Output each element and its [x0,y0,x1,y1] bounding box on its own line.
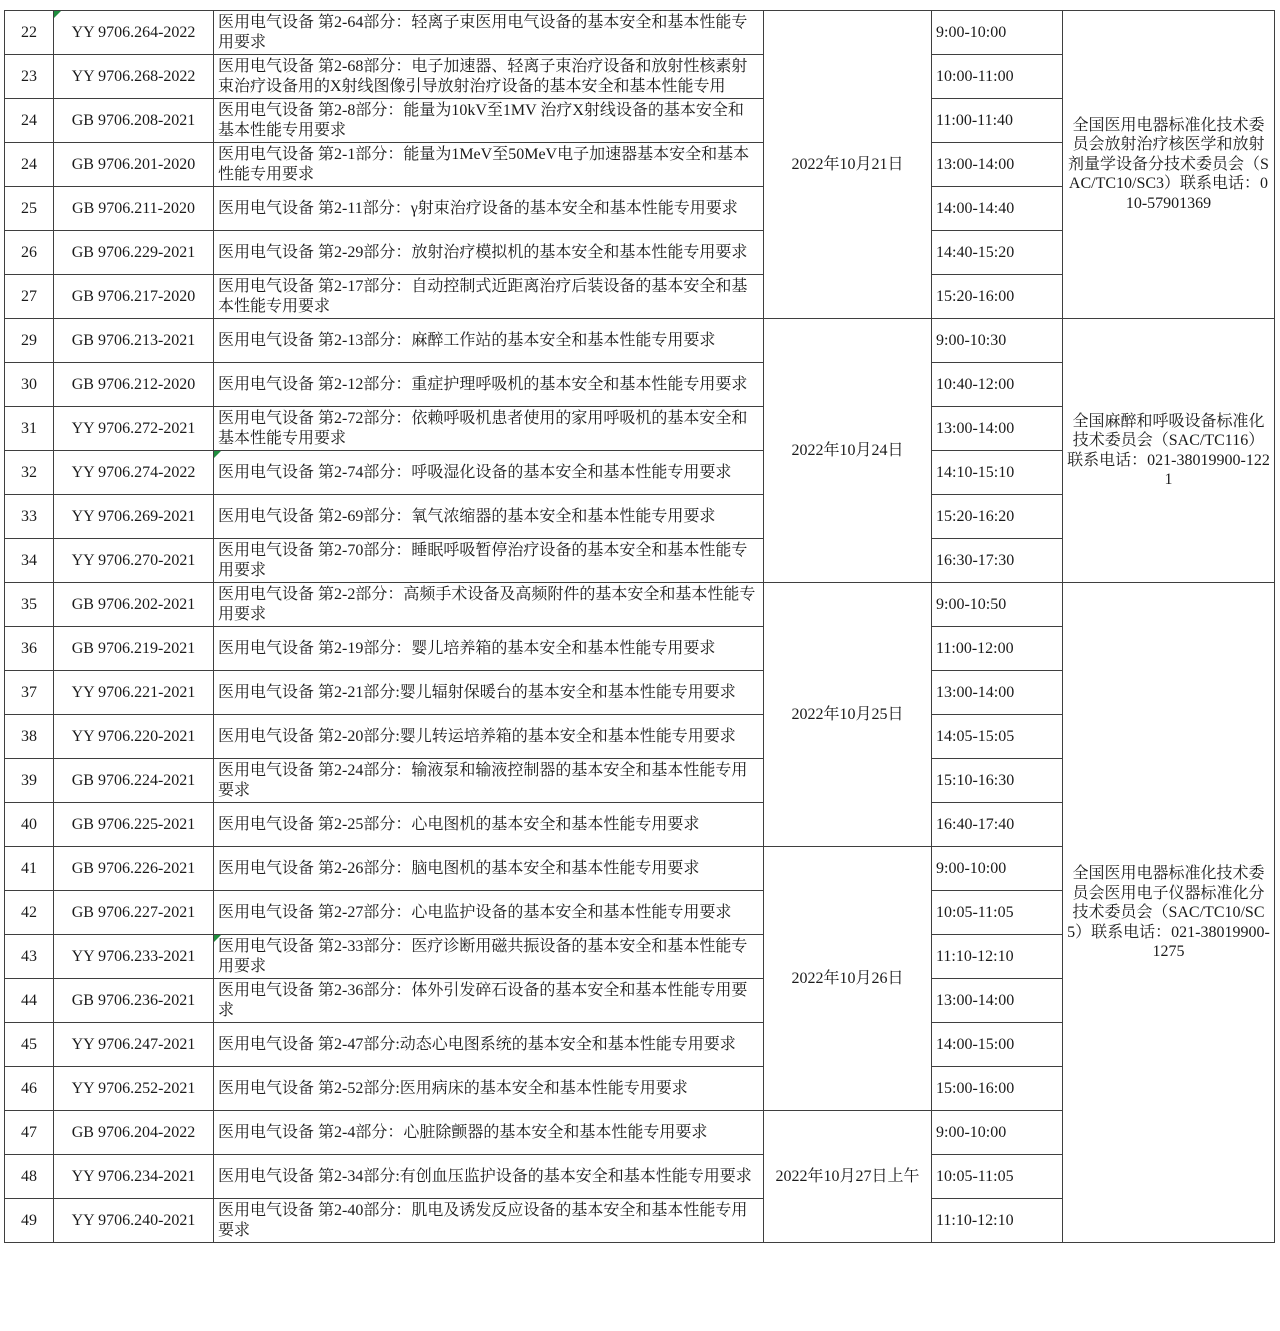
time-cell: 9:00-10:00 [932,1111,1063,1155]
time-cell: 11:10-12:10 [932,935,1063,979]
standard-title-cell: 医用电气设备 第2-11部分：γ射束治疗设备的基本安全和基本性能专用要求 [214,187,764,231]
row-number-cell: 22 [5,11,54,55]
standard-code-cell: GB 9706.219-2021 [54,627,214,671]
date-cell: 2022年10月21日 [764,11,932,319]
time-cell: 11:00-11:40 [932,99,1063,143]
standard-code-cell: GB 9706.226-2021 [54,847,214,891]
row-number-cell: 25 [5,187,54,231]
standard-title-cell: 医用电气设备 第2-20部分:婴儿转运培养箱的基本安全和基本性能专用要求 [214,715,764,759]
time-cell: 15:10-16:30 [932,759,1063,803]
row-number-cell: 29 [5,319,54,363]
row-number-cell: 34 [5,539,54,583]
time-cell: 14:10-15:10 [932,451,1063,495]
row-number-cell: 31 [5,407,54,451]
date-cell: 2022年10月24日 [764,319,932,583]
standard-code-cell: YY 9706.247-2021 [54,1023,214,1067]
standard-title-cell: 医用电气设备 第2-12部分：重症护理呼吸机的基本安全和基本性能专用要求 [214,363,764,407]
row-number-cell: 30 [5,363,54,407]
standard-code-cell: GB 9706.217-2020 [54,275,214,319]
time-cell: 10:40-12:00 [932,363,1063,407]
standard-title-cell: 医用电气设备 第2-47部分:动态心电图系统的基本安全和基本性能专用要求 [214,1023,764,1067]
row-number-cell: 41 [5,847,54,891]
standards-schedule-table [4,10,1275,1243]
time-cell: 13:00-14:00 [932,407,1063,451]
standard-title-cell: 医用电气设备 第2-52部分:医用病床的基本安全和基本性能专用要求 [214,1067,764,1111]
standard-code-cell: GB 9706.225-2021 [54,803,214,847]
table-row [5,11,1275,55]
time-cell: 11:00-12:00 [932,627,1063,671]
time-cell: 14:00-14:40 [932,187,1063,231]
time-cell: 9:00-10:00 [932,11,1063,55]
standard-title-cell: 医用电气设备 第2-69部分：氧气浓缩器的基本安全和基本性能专用要求 [214,495,764,539]
standard-title-cell: 医用电气设备 第2-17部分：自动控制式近距离治疗后装设备的基本安全和基本性能专用要求 [214,275,764,319]
row-number-cell: 42 [5,891,54,935]
schedule-tbody [5,11,1275,1243]
time-cell: 13:00-14:00 [932,143,1063,187]
standard-title-cell: 医用电气设备 第2-21部分:婴儿辐射保暖台的基本安全和基本性能专用要求 [214,671,764,715]
time-cell: 10:05-11:05 [932,1155,1063,1199]
row-number-cell: 33 [5,495,54,539]
time-cell: 15:20-16:00 [932,275,1063,319]
time-cell: 11:10-12:10 [932,1199,1063,1243]
standard-code-cell: GB 9706.213-2021 [54,319,214,363]
row-number-cell: 45 [5,1023,54,1067]
row-number-cell: 23 [5,55,54,99]
standard-title-cell: 医用电气设备 第2-72部分：依赖呼吸机患者使用的家用呼吸机的基本安全和基本性能专用要求 [214,407,764,451]
row-number-cell: 49 [5,1199,54,1243]
standard-code-cell: YY 9706.272-2021 [54,407,214,451]
standard-title-cell: 医用电气设备 第2-13部分：麻醉工作站的基本安全和基本性能专用要求 [214,319,764,363]
table-row [5,319,1275,363]
row-number-cell: 46 [5,1067,54,1111]
time-cell: 15:00-16:00 [932,1067,1063,1111]
row-number-cell: 26 [5,231,54,275]
time-cell: 14:05-15:05 [932,715,1063,759]
row-number-cell: 36 [5,627,54,671]
standard-code-cell: GB 9706.202-2021 [54,583,214,627]
standard-title-cell: 医用电气设备 第2-34部分:有创血压监护设备的基本安全和基本性能专用要求 [214,1155,764,1199]
time-cell: 13:00-14:00 [932,671,1063,715]
standard-title-cell: 医用电气设备 第2-8部分：能量为10kV至1MV 治疗X射线设备的基本安全和基本性能专用要求 [214,99,764,143]
contact-cell: 全国麻醉和呼吸设备标准化技术委员会（SAC/TC116）联系电话：021-38019900-1221 [1063,319,1275,583]
standard-code-cell: GB 9706.204-2022 [54,1111,214,1155]
standard-title-cell: 医用电气设备 第2-40部分：肌电及诱发反应设备的基本安全和基本性能专用要求 [214,1199,764,1243]
standard-title-cell: 医用电气设备 第2-29部分：放射治疗模拟机的基本安全和基本性能专用要求 [214,231,764,275]
time-cell: 16:40-17:40 [932,803,1063,847]
row-number-cell: 37 [5,671,54,715]
time-cell: 14:40-15:20 [932,231,1063,275]
time-cell: 15:20-16:20 [932,495,1063,539]
standard-code-cell: YY 9706.264-2022 [54,11,214,55]
standard-title-cell: 医用电气设备 第2-68部分：电子加速器、轻离子束治疗设备和放射性核素射束治疗设备用的X射线图像引导放射治疗设备的基本安全和基本性能专用 [214,55,764,99]
row-number-cell: 44 [5,979,54,1023]
standard-code-cell: YY 9706.240-2021 [54,1199,214,1243]
time-cell: 10:05-11:05 [932,891,1063,935]
standard-title-cell: 医用电气设备 第2-27部分：心电监护设备的基本安全和基本性能专用要求 [214,891,764,935]
standard-code-cell: YY 9706.268-2022 [54,55,214,99]
row-number-cell: 35 [5,583,54,627]
standard-title-cell: 医用电气设备 第2-74部分：呼吸湿化设备的基本安全和基本性能专用要求 [214,451,764,495]
date-cell: 2022年10月25日 [764,583,932,847]
standard-title-cell: 医用电气设备 第2-26部分：脑电图机的基本安全和基本性能专用要求 [214,847,764,891]
date-cell: 2022年10月27日上午 [764,1111,932,1243]
standard-code-cell: GB 9706.208-2021 [54,99,214,143]
time-cell: 9:00-10:50 [932,583,1063,627]
row-number-cell: 48 [5,1155,54,1199]
table-row [5,583,1275,627]
standard-code-cell: GB 9706.201-2020 [54,143,214,187]
standard-code-cell: GB 9706.229-2021 [54,231,214,275]
standard-title-cell: 医用电气设备 第2-24部分：输液泵和输液控制器的基本安全和基本性能专用要求 [214,759,764,803]
standard-code-cell: GB 9706.227-2021 [54,891,214,935]
standard-code-cell: YY 9706.221-2021 [54,671,214,715]
contact-cell: 全国医用电器标准化技术委员会医用电子仪器标准化分技术委员会（SAC/TC10/SC5）联系电话：021-38019900-1275 [1063,583,1275,1243]
time-cell: 9:00-10:00 [932,847,1063,891]
row-number-cell: 32 [5,451,54,495]
standard-title-cell: 医用电气设备 第2-4部分：心脏除颤器的基本安全和基本性能专用要求 [214,1111,764,1155]
standard-code-cell: YY 9706.269-2021 [54,495,214,539]
standard-code-cell: YY 9706.274-2022 [54,451,214,495]
date-cell: 2022年10月26日 [764,847,932,1111]
standard-title-cell: 医用电气设备 第2-19部分：婴儿培养箱的基本安全和基本性能专用要求 [214,627,764,671]
standard-code-cell: YY 9706.220-2021 [54,715,214,759]
standard-title-cell: 医用电气设备 第2-64部分：轻离子束医用电气设备的基本安全和基本性能专用要求 [214,11,764,55]
standard-code-cell: YY 9706.252-2021 [54,1067,214,1111]
standard-title-cell: 医用电气设备 第2-1部分：能量为1MeV至50MeV电子加速器基本安全和基本性能专用要求 [214,143,764,187]
standard-code-cell: YY 9706.270-2021 [54,539,214,583]
row-number-cell: 24 [5,99,54,143]
standard-code-cell: GB 9706.224-2021 [54,759,214,803]
row-number-cell: 27 [5,275,54,319]
standard-code-cell: YY 9706.233-2021 [54,935,214,979]
standard-code-cell: GB 9706.236-2021 [54,979,214,1023]
row-number-cell: 39 [5,759,54,803]
standard-title-cell: 医用电气设备 第2-33部分：医疗诊断用磁共振设备的基本安全和基本性能专用要求 [214,935,764,979]
row-number-cell: 40 [5,803,54,847]
row-number-cell: 43 [5,935,54,979]
standard-title-cell: 医用电气设备 第2-2部分：高频手术设备及高频附件的基本安全和基本性能专用要求 [214,583,764,627]
time-cell: 14:00-15:00 [932,1023,1063,1067]
time-cell: 10:00-11:00 [932,55,1063,99]
time-cell: 9:00-10:30 [932,319,1063,363]
standard-code-cell: YY 9706.234-2021 [54,1155,214,1199]
standard-title-cell: 医用电气设备 第2-36部分：体外引发碎石设备的基本安全和基本性能专用要求 [214,979,764,1023]
time-cell: 13:00-14:00 [932,979,1063,1023]
time-cell: 16:30-17:30 [932,539,1063,583]
row-number-cell: 38 [5,715,54,759]
standard-title-cell: 医用电气设备 第2-70部分：睡眠呼吸暂停治疗设备的基本安全和基本性能专用要求 [214,539,764,583]
row-number-cell: 24 [5,143,54,187]
standard-code-cell: GB 9706.211-2020 [54,187,214,231]
standard-code-cell: GB 9706.212-2020 [54,363,214,407]
contact-cell: 全国医用电器标准化技术委员会放射治疗核医学和放射剂量学设备分技术委员会（SAC/TC10/SC3）联系电话：010-57901369 [1063,11,1275,319]
row-number-cell: 47 [5,1111,54,1155]
standard-title-cell: 医用电气设备 第2-25部分：心电图机的基本安全和基本性能专用要求 [214,803,764,847]
